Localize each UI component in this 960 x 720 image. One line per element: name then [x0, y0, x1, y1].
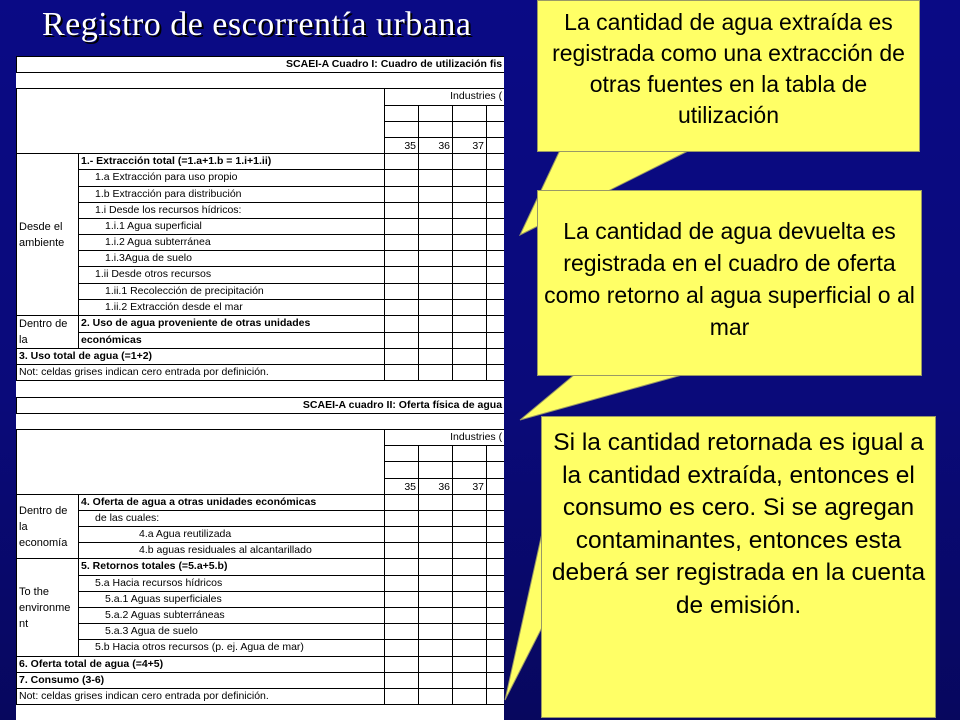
table2-col-header: 37 — [453, 478, 487, 494]
table2-col-header: 36 — [419, 478, 453, 494]
row-label: 1.ii.2 Extracción desde el mar — [79, 299, 385, 315]
row-label: 4.b aguas residuales al alcantarillado — [79, 543, 385, 559]
row-label: 5.a.3 Agua de suelo — [79, 624, 385, 640]
table-note: Not: celdas grises indican cero entrada por definición. — [17, 365, 385, 381]
table2-industries-label: Industries ( — [385, 429, 505, 445]
table1-col-header: 35 — [385, 137, 419, 153]
row-label: económicas — [79, 332, 385, 349]
table1-col-header: 36 — [419, 137, 453, 153]
row-label: 5.a.1 Aguas superficiales — [79, 591, 385, 607]
row-label: 5. Retornos totales (=5.a+5.b) — [79, 559, 385, 575]
table-note: Not: celdas grises indican cero entrada por definición. — [17, 688, 385, 704]
row-label: 2. Uso de agua proveniente de otras unidades — [79, 316, 385, 333]
row-label: 5.a Hacia recursos hídricos — [79, 575, 385, 591]
row-label: 5.b Hacia otros recursos (p. ej. Agua de mar) — [79, 640, 385, 656]
row-label: 1.i Desde los recursos hídricos: — [79, 202, 385, 218]
row-label: 4. Oferta de agua a otras unidades económicas — [79, 494, 385, 510]
callout-consumption: Si la cantidad retornada es igual a la cantidad extraída, entonces el consumo es cero. Si se agregan contaminantes, entonces esta deberá ser registrada en la cuenta de emisión. — [541, 416, 936, 718]
callout-extraction: La cantidad de agua extraída es registrada como una extracción de otras fuentes en la tabla de utilización — [537, 0, 920, 152]
row-label: 4.a Agua reutilizada — [79, 527, 385, 543]
row-label: 3. Uso total de agua (=1+2) — [17, 349, 385, 365]
row-label: 1.i.2 Agua subterránea — [79, 235, 385, 251]
row-label: 1.a Extracción para uso propio — [79, 170, 385, 186]
slide-title: Registro de escorrentía urbana — [42, 6, 472, 43]
row-label: de las cuales: — [79, 510, 385, 526]
table1-col-header: 37 — [453, 137, 487, 153]
row-label: 1.ii Desde otros recursos — [79, 267, 385, 283]
row-label: 7. Consumo (3-6) — [17, 672, 385, 688]
row-group-label: Dentro de la economía — [17, 494, 79, 559]
row-label: 1.- Extracción total (=1.a+1.b = 1.i+1.ii) — [79, 154, 385, 170]
row-label: 1.i.3Agua de suelo — [79, 251, 385, 267]
table2-heading: SCAEI-A cuadro II: Oferta física de agua — [17, 397, 505, 413]
row-label: 5.a.2 Aguas subterráneas — [79, 608, 385, 624]
row-group-label: Desde el ambiente — [17, 154, 79, 316]
table1-industries-label: Industries ( — [385, 89, 505, 105]
row-group-label: To the environme nt — [17, 559, 79, 656]
table1-heading: SCAEI-A Cuadro I: Cuadro de utilización fis — [17, 57, 505, 73]
row-label: 1.b Extracción para distribución — [79, 186, 385, 202]
row-label: 1.ii.1 Recolección de precipitación — [79, 283, 385, 299]
callout-pointer — [520, 370, 700, 420]
row-group-label: Dentro de la — [17, 316, 79, 349]
callout-return: La cantidad de agua devuelta es registrada en el cuadro de oferta como retorno al agua superficial o al mar — [537, 190, 922, 376]
table2-col-header: 35 — [385, 478, 419, 494]
row-label: 1.i.1 Agua superficial — [79, 218, 385, 234]
row-label: 6. Oferta total de agua (=4+5) — [17, 656, 385, 672]
